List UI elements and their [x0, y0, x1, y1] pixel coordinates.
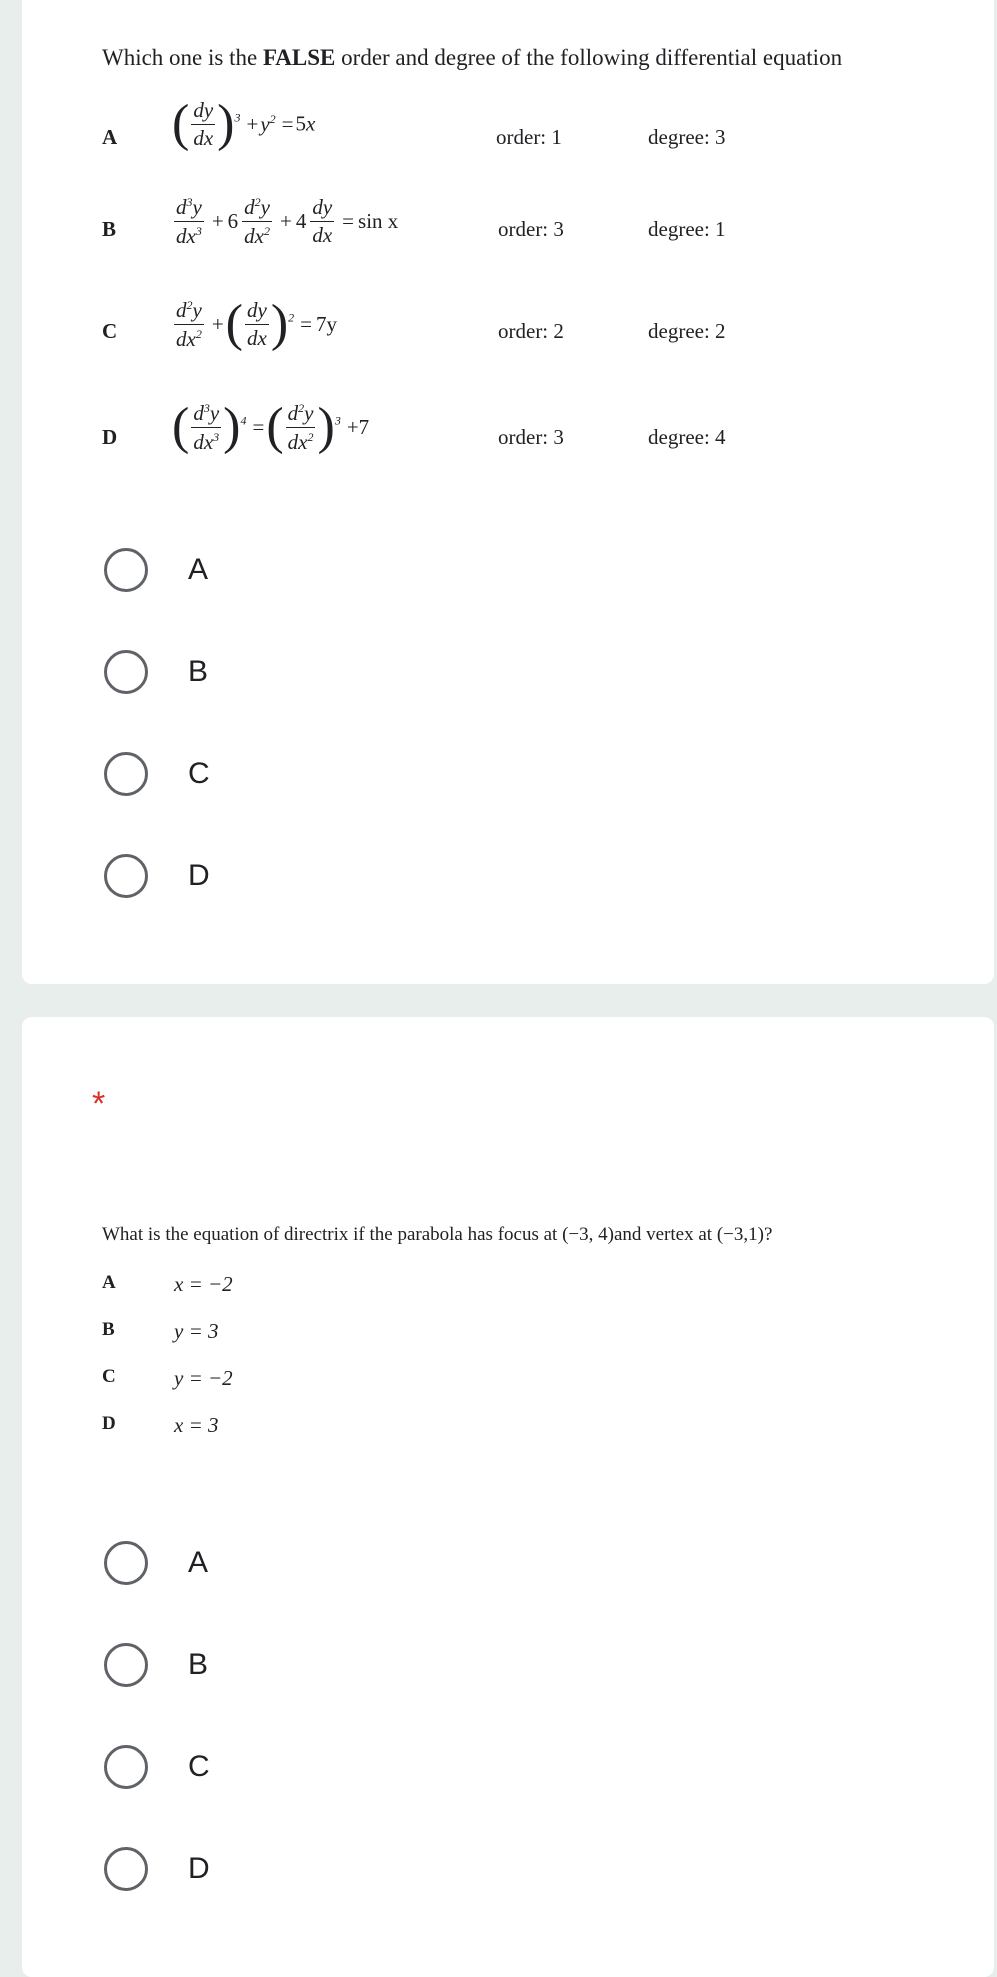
- question-1-option-a[interactable]: A: [104, 542, 504, 598]
- question-1-row-c: C $\frac{d^2y}{dx^2}$ +( $\frac{dy}{dx}$ )$^2$ = 7y order: 2 degree: 2: [102, 295, 726, 352]
- question-1-row-b: B $\frac{d^3y}{dx^3}$ + 6 $\frac{d^2y}{dx^2}$ + 4 $\frac{dy}{dx}$ = sin x order: 3 degree: 1: [102, 195, 726, 248]
- radio-button[interactable]: [104, 548, 148, 592]
- question-2-row-a: A x = −2: [102, 1272, 233, 1296]
- radio-button[interactable]: [104, 1643, 148, 1687]
- question-2-row-d: D x = 3: [102, 1413, 219, 1437]
- question-1-option-d[interactable]: D: [104, 848, 504, 904]
- radio-button[interactable]: [104, 1847, 148, 1891]
- question-1-prompt: Which one is the FALSE order and degree of the following differential equation: [102, 45, 843, 70]
- question-1-row-d: D ( $\frac{d^3y}{dx^3}$ )$^4$ =( $\frac{d^2y}{dx^2}$ )$^3$ +7 order: 3 degree: 4: [102, 398, 726, 455]
- radio-button[interactable]: [104, 1745, 148, 1789]
- required-marker: *: [92, 1085, 106, 1123]
- question-2-option-c[interactable]: C: [104, 1739, 504, 1795]
- question-2-row-b: B y = 3: [102, 1319, 219, 1343]
- question-2-prompt: What is the equation of directrix if the parabola has focus at (−3, 4)and vertex at (−3,1)?: [102, 1224, 773, 1245]
- question-1-option-c[interactable]: C: [104, 746, 504, 802]
- question-1-image: [22, 0, 994, 468]
- equation-b: $\frac{d^3y}{dx^3}$ + 6 $\frac{d^2y}{dx^2}$ + 4 $\frac{dy}{dx}$ = sin x: [176, 195, 399, 248]
- question-2-option-a[interactable]: A: [104, 1535, 504, 1591]
- question-2-row-c: C y = −2: [102, 1366, 233, 1390]
- radio-button[interactable]: [104, 650, 148, 694]
- question-card-2: [22, 1017, 994, 1977]
- radio-button[interactable]: [104, 1541, 148, 1585]
- equation-c: $\frac{d^2y}{dx^2}$ +( $\frac{dy}{dx}$ )$^2$ = 7y: [176, 295, 337, 352]
- question-1-option-b[interactable]: B: [104, 644, 504, 700]
- equation-d: ( $\frac{d^3y}{dx^3}$ )$^4$ =( $\frac{d^2y}{dx^2}$ )$^3$ +7: [172, 398, 370, 455]
- question-1-row-a: A ( $\frac{dy}{dx}$ )$^3 +y^2 =5x$ order: 1 degree: 3: [102, 95, 726, 152]
- radio-button[interactable]: [104, 752, 148, 796]
- equation-a: ( $\frac{dy}{dx}$ )$^3 +y^2 =5x$: [172, 95, 316, 152]
- question-card-1: [22, 0, 994, 984]
- radio-button[interactable]: [104, 854, 148, 898]
- question-2-option-d[interactable]: D: [104, 1841, 504, 1897]
- question-2-option-b[interactable]: B: [104, 1637, 504, 1693]
